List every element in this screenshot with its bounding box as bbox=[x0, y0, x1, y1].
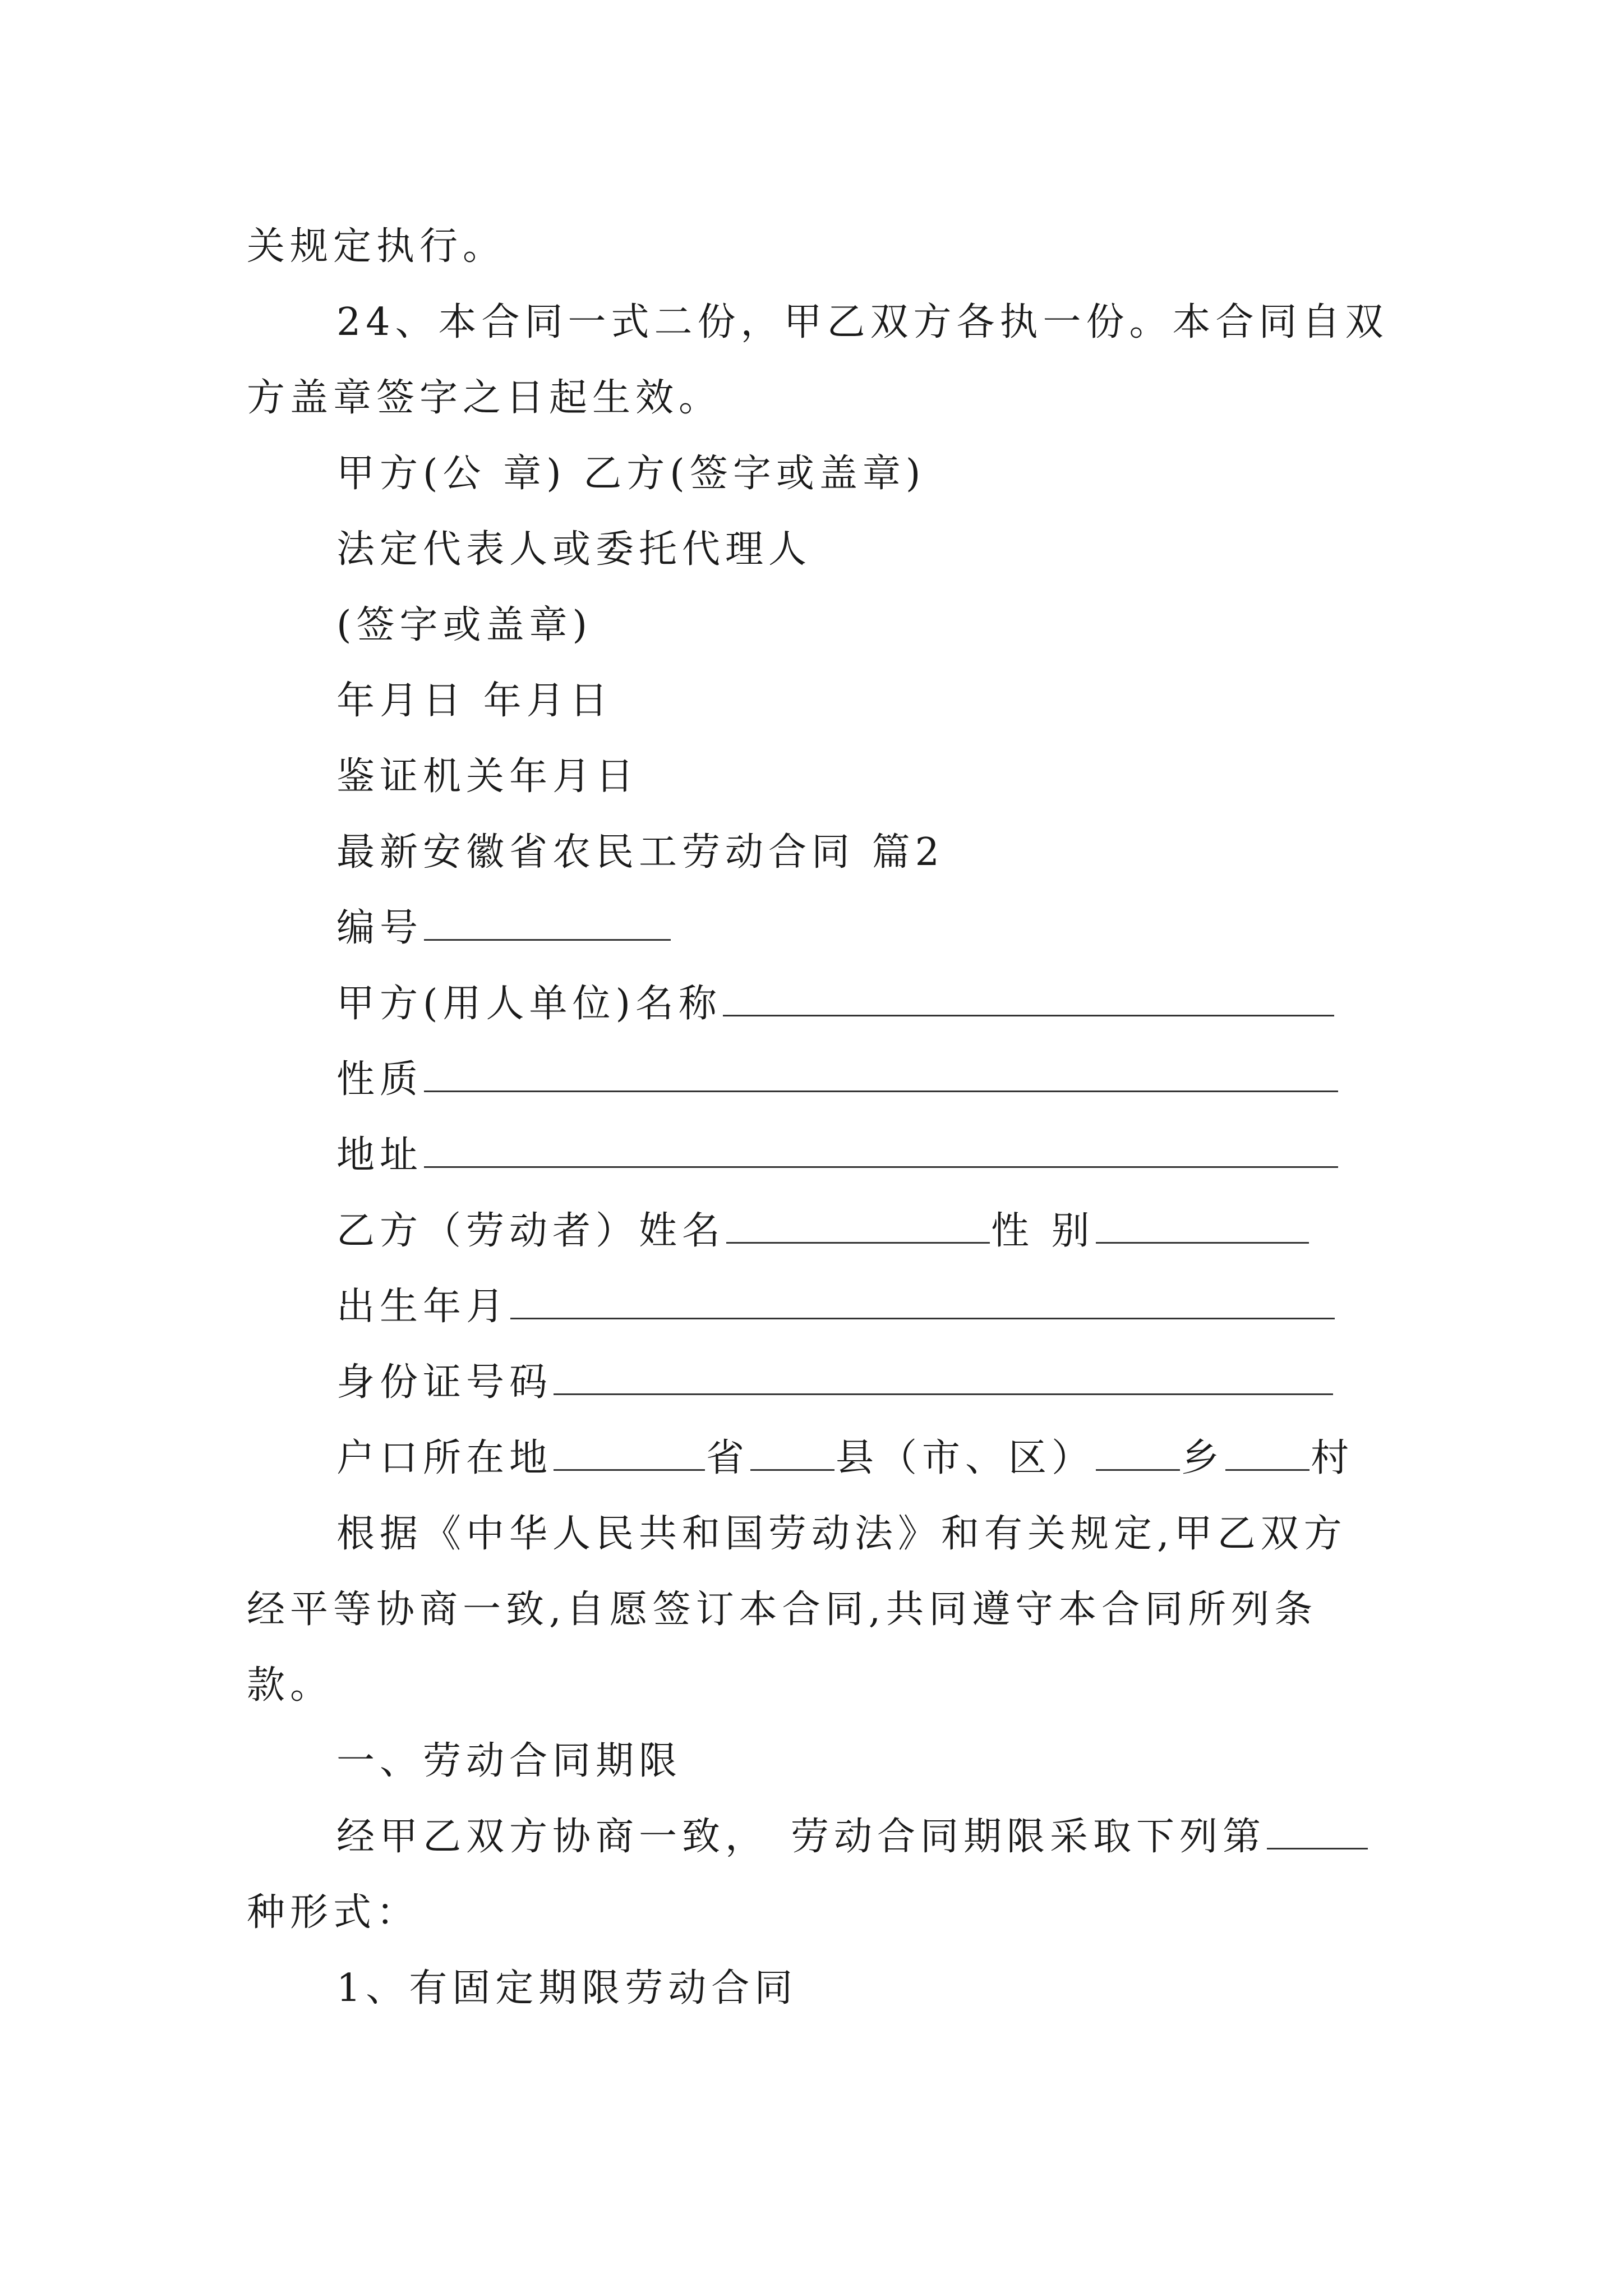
blank-line bbox=[1225, 1434, 1310, 1471]
text: 方盖章签字之日起生效。 bbox=[247, 376, 722, 420]
label: 性质 bbox=[336, 1057, 423, 1102]
blank-line bbox=[510, 1283, 1335, 1319]
contract-number-field bbox=[336, 903, 1391, 954]
label: 身份证号码 bbox=[336, 1360, 553, 1405]
label: 村 bbox=[1311, 1436, 1354, 1480]
nature-field bbox=[336, 1055, 1391, 1105]
blank-line bbox=[750, 1434, 834, 1471]
label: 编号 bbox=[336, 906, 423, 950]
blank-line bbox=[424, 904, 671, 941]
text: 24、本合同一式二份，甲乙双方各执一份。本合同自双 bbox=[336, 300, 1389, 344]
text: 经甲乙双方协商一致， bbox=[336, 1815, 769, 1859]
blank-line bbox=[723, 980, 1334, 1016]
text: 最新安徽省农民工劳动合同 篇2 bbox=[336, 830, 944, 875]
clause-24-line-1 bbox=[336, 297, 1391, 348]
legal-representative bbox=[336, 524, 1391, 575]
signature-note bbox=[336, 600, 1391, 651]
preamble-line-1 bbox=[336, 1509, 1391, 1559]
text: 法定代表人或委托代理人 bbox=[336, 527, 812, 572]
label: 户口所在地 bbox=[336, 1436, 553, 1480]
employer-name-field bbox=[336, 979, 1391, 1029]
chapter-heading bbox=[336, 1736, 1391, 1787]
blank-line bbox=[1096, 1434, 1180, 1471]
text: 年月日 年月日 bbox=[336, 679, 613, 723]
address-field bbox=[336, 1130, 1391, 1181]
term-type-line-1 bbox=[336, 1812, 1391, 1862]
clause-24-line-2 bbox=[247, 373, 1391, 424]
blank-line bbox=[424, 1131, 1338, 1168]
label: 出生年月 bbox=[336, 1285, 510, 1329]
label: 县（市、区） bbox=[836, 1436, 1095, 1480]
text: 种形式： bbox=[247, 1890, 420, 1935]
text: 经平等协商一致,自愿签订本合同,共同遵守本合同所列条 bbox=[247, 1588, 1318, 1632]
paragraph-line bbox=[247, 222, 1391, 272]
date-line bbox=[336, 676, 1391, 726]
blank-line bbox=[1096, 1207, 1309, 1244]
preamble-line-2 bbox=[247, 1585, 1391, 1635]
section-title bbox=[336, 827, 1391, 878]
household-registration-field bbox=[336, 1433, 1391, 1484]
text: 鉴证机关年月日 bbox=[336, 754, 639, 799]
label: 省 bbox=[706, 1436, 750, 1480]
blank-line bbox=[1267, 1813, 1368, 1849]
blank-line bbox=[554, 1359, 1333, 1395]
blank-line bbox=[424, 1056, 1338, 1092]
label: 性 别 bbox=[991, 1209, 1095, 1253]
label: 乙方（劳动者）姓名 bbox=[336, 1209, 726, 1253]
text: 劳动合同期限采取下列第 bbox=[791, 1815, 1266, 1859]
id-number-field bbox=[336, 1358, 1391, 1408]
text: 一、劳动合同期限 bbox=[336, 1739, 683, 1783]
authentication-line bbox=[336, 752, 1391, 802]
signature-parties bbox=[336, 449, 1391, 499]
text: 关规定执行。 bbox=[247, 224, 506, 269]
blank-line bbox=[726, 1207, 990, 1244]
text: 1、有固定期限劳动合同 bbox=[336, 1966, 798, 2010]
label: 乡 bbox=[1181, 1436, 1225, 1480]
text: 款。 bbox=[247, 1663, 334, 1708]
preamble-line-3 bbox=[247, 1660, 1391, 1711]
list-item-1 bbox=[336, 1963, 1391, 2014]
blank-line bbox=[554, 1434, 705, 1471]
label: 甲方(用人单位)名称 bbox=[336, 982, 722, 1026]
text: (签字或盖章) bbox=[336, 603, 593, 647]
label: 地址 bbox=[336, 1133, 423, 1177]
text: 根据《中华人民共和国劳动法》和有关规定,甲乙双方 bbox=[336, 1512, 1347, 1556]
term-type-line-2 bbox=[247, 1888, 1391, 1938]
employee-name-gender-field bbox=[336, 1206, 1391, 1257]
text: 甲方(公 章) 乙方(签字或盖章) bbox=[336, 452, 926, 496]
birth-date-field bbox=[336, 1282, 1391, 1332]
